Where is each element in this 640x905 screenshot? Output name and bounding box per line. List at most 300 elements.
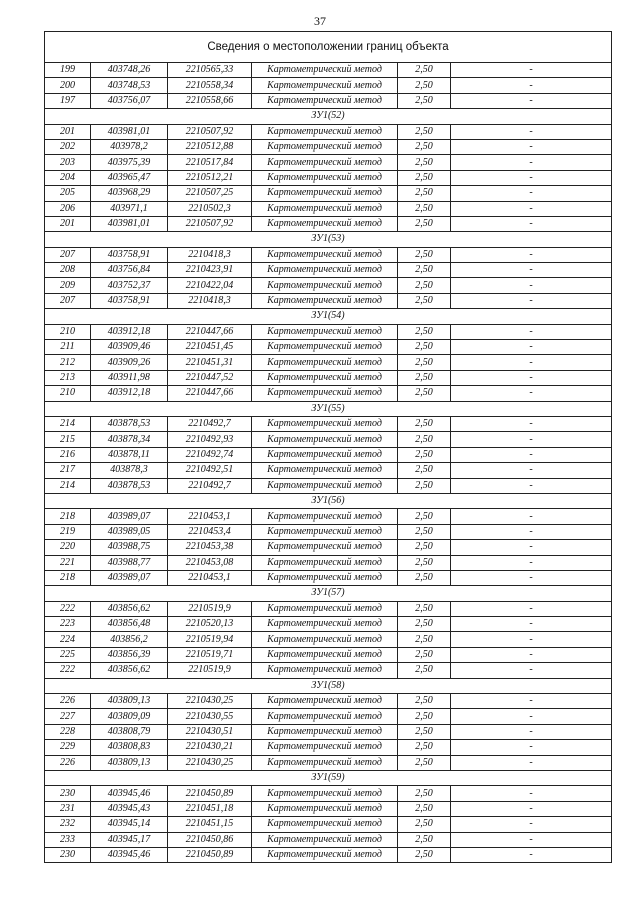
y-coordinate-cell: 2210492,7 bbox=[168, 416, 252, 431]
method-cell: Картометрический метод bbox=[252, 170, 398, 185]
x-coordinate-cell: 403975,39 bbox=[91, 155, 168, 170]
point-number-cell: 201 bbox=[45, 216, 91, 231]
description-cell: - bbox=[451, 601, 612, 616]
y-coordinate-cell: 2210423,91 bbox=[168, 263, 252, 278]
point-number-cell: 227 bbox=[45, 709, 91, 724]
description-cell: - bbox=[451, 247, 612, 262]
description-cell: - bbox=[451, 540, 612, 555]
parcel-label: ЗУ1(57) bbox=[45, 586, 612, 601]
point-number-cell: 228 bbox=[45, 724, 91, 739]
accuracy-cell: 2,50 bbox=[398, 139, 451, 154]
description-cell: - bbox=[451, 416, 612, 431]
method-cell: Картометрический метод bbox=[252, 155, 398, 170]
table-row bbox=[45, 540, 612, 555]
point-number-cell: 211 bbox=[45, 340, 91, 355]
parcel-label: ЗУ1(56) bbox=[45, 493, 612, 508]
description-cell: - bbox=[451, 263, 612, 278]
description-cell: - bbox=[451, 340, 612, 355]
method-cell: Картометрический метод bbox=[252, 278, 398, 293]
point-number-cell: 206 bbox=[45, 201, 91, 216]
accuracy-cell: 2,50 bbox=[398, 93, 451, 108]
parcel-group-row bbox=[45, 770, 612, 785]
table-row bbox=[45, 524, 612, 539]
accuracy-cell: 2,50 bbox=[398, 709, 451, 724]
y-coordinate-cell: 2210451,31 bbox=[168, 355, 252, 370]
x-coordinate-cell: 403981,01 bbox=[91, 216, 168, 231]
y-coordinate-cell: 2210512,21 bbox=[168, 170, 252, 185]
y-coordinate-cell: 2210450,89 bbox=[168, 786, 252, 801]
parcel-group-row bbox=[45, 586, 612, 601]
x-coordinate-cell: 403748,26 bbox=[91, 63, 168, 78]
accuracy-cell: 2,50 bbox=[398, 170, 451, 185]
description-cell: - bbox=[451, 170, 612, 185]
table-row bbox=[45, 709, 612, 724]
table-row bbox=[45, 216, 612, 231]
method-cell: Картометрический метод bbox=[252, 432, 398, 447]
accuracy-cell: 2,50 bbox=[398, 663, 451, 678]
accuracy-cell: 2,50 bbox=[398, 432, 451, 447]
accuracy-cell: 2,50 bbox=[398, 355, 451, 370]
table-row bbox=[45, 124, 612, 139]
accuracy-cell: 2,50 bbox=[398, 617, 451, 632]
accuracy-cell: 2,50 bbox=[398, 324, 451, 339]
method-cell: Картометрический метод bbox=[252, 847, 398, 862]
method-cell: Картометрический метод bbox=[252, 570, 398, 585]
description-cell: - bbox=[451, 463, 612, 478]
accuracy-cell: 2,50 bbox=[398, 832, 451, 847]
x-coordinate-cell: 403758,91 bbox=[91, 293, 168, 308]
description-cell: - bbox=[451, 817, 612, 832]
y-coordinate-cell: 2210451,45 bbox=[168, 340, 252, 355]
method-cell: Картометрический метод bbox=[252, 509, 398, 524]
point-number-cell: 225 bbox=[45, 647, 91, 662]
method-cell: Картометрический метод bbox=[252, 832, 398, 847]
description-cell: - bbox=[451, 278, 612, 293]
y-coordinate-cell: 2210492,74 bbox=[168, 447, 252, 462]
parcel-label: ЗУ1(52) bbox=[45, 109, 612, 124]
x-coordinate-cell: 403945,46 bbox=[91, 847, 168, 862]
point-number-cell: 214 bbox=[45, 416, 91, 431]
table-row bbox=[45, 617, 612, 632]
accuracy-cell: 2,50 bbox=[398, 570, 451, 585]
table-row bbox=[45, 63, 612, 78]
description-cell: - bbox=[451, 801, 612, 816]
method-cell: Картометрический метод bbox=[252, 617, 398, 632]
point-number-cell: 202 bbox=[45, 139, 91, 154]
description-cell: - bbox=[451, 555, 612, 570]
method-cell: Картометрический метод bbox=[252, 709, 398, 724]
accuracy-cell: 2,50 bbox=[398, 755, 451, 770]
point-number-cell: 210 bbox=[45, 386, 91, 401]
table-row bbox=[45, 463, 612, 478]
parcel-label: ЗУ1(54) bbox=[45, 309, 612, 324]
description-cell: - bbox=[451, 832, 612, 847]
parcel-group-row bbox=[45, 109, 612, 124]
method-cell: Картометрический метод bbox=[252, 386, 398, 401]
y-coordinate-cell: 2210565,33 bbox=[168, 63, 252, 78]
table-row bbox=[45, 340, 612, 355]
x-coordinate-cell: 403909,46 bbox=[91, 340, 168, 355]
x-coordinate-cell: 403856,2 bbox=[91, 632, 168, 647]
description-cell: - bbox=[451, 63, 612, 78]
description-cell: - bbox=[451, 386, 612, 401]
description-cell: - bbox=[451, 570, 612, 585]
table-row bbox=[45, 432, 612, 447]
x-coordinate-cell: 403945,43 bbox=[91, 801, 168, 816]
y-coordinate-cell: 2210447,52 bbox=[168, 370, 252, 385]
y-coordinate-cell: 2210430,25 bbox=[168, 694, 252, 709]
point-number-cell: 205 bbox=[45, 186, 91, 201]
method-cell: Картометрический метод bbox=[252, 139, 398, 154]
table-row bbox=[45, 370, 612, 385]
table-row bbox=[45, 139, 612, 154]
method-cell: Картометрический метод bbox=[252, 447, 398, 462]
parcel-group-row bbox=[45, 232, 612, 247]
accuracy-cell: 2,50 bbox=[398, 155, 451, 170]
x-coordinate-cell: 403989,07 bbox=[91, 509, 168, 524]
point-number-cell: 209 bbox=[45, 278, 91, 293]
point-number-cell: 201 bbox=[45, 124, 91, 139]
method-cell: Картометрический метод bbox=[252, 416, 398, 431]
accuracy-cell: 2,50 bbox=[398, 340, 451, 355]
description-cell: - bbox=[451, 755, 612, 770]
point-number-cell: 226 bbox=[45, 694, 91, 709]
table-row bbox=[45, 570, 612, 585]
point-number-cell: 216 bbox=[45, 447, 91, 462]
x-coordinate-cell: 403856,62 bbox=[91, 663, 168, 678]
y-coordinate-cell: 2210507,92 bbox=[168, 216, 252, 231]
table-row bbox=[45, 724, 612, 739]
point-number-cell: 207 bbox=[45, 247, 91, 262]
table-row bbox=[45, 832, 612, 847]
table-row bbox=[45, 155, 612, 170]
y-coordinate-cell: 2210512,88 bbox=[168, 139, 252, 154]
table-row bbox=[45, 663, 612, 678]
point-number-cell: 214 bbox=[45, 478, 91, 493]
parcel-label: ЗУ1(59) bbox=[45, 770, 612, 785]
point-number-cell: 218 bbox=[45, 509, 91, 524]
method-cell: Картометрический метод bbox=[252, 647, 398, 662]
description-cell: - bbox=[451, 216, 612, 231]
table-row bbox=[45, 263, 612, 278]
table-row bbox=[45, 355, 612, 370]
x-coordinate-cell: 403809,09 bbox=[91, 709, 168, 724]
description-cell: - bbox=[451, 478, 612, 493]
point-number-cell: 197 bbox=[45, 93, 91, 108]
accuracy-cell: 2,50 bbox=[398, 632, 451, 647]
table-row bbox=[45, 632, 612, 647]
x-coordinate-cell: 403912,18 bbox=[91, 324, 168, 339]
point-number-cell: 224 bbox=[45, 632, 91, 647]
y-coordinate-cell: 2210453,38 bbox=[168, 540, 252, 555]
description-cell: - bbox=[451, 155, 612, 170]
y-coordinate-cell: 2210451,15 bbox=[168, 817, 252, 832]
point-number-cell: 233 bbox=[45, 832, 91, 847]
point-number-cell: 204 bbox=[45, 170, 91, 185]
y-coordinate-cell: 2210519,9 bbox=[168, 601, 252, 616]
method-cell: Картометрический метод bbox=[252, 724, 398, 739]
table-row bbox=[45, 509, 612, 524]
y-coordinate-cell: 2210558,66 bbox=[168, 93, 252, 108]
description-cell: - bbox=[451, 293, 612, 308]
x-coordinate-cell: 403856,48 bbox=[91, 617, 168, 632]
accuracy-cell: 2,50 bbox=[398, 694, 451, 709]
point-number-cell: 223 bbox=[45, 617, 91, 632]
method-cell: Картометрический метод bbox=[252, 663, 398, 678]
parcel-label: ЗУ1(58) bbox=[45, 678, 612, 693]
x-coordinate-cell: 403878,3 bbox=[91, 463, 168, 478]
x-coordinate-cell: 403808,83 bbox=[91, 740, 168, 755]
y-coordinate-cell: 2210507,25 bbox=[168, 186, 252, 201]
method-cell: Картометрический метод bbox=[252, 186, 398, 201]
y-coordinate-cell: 2210450,86 bbox=[168, 832, 252, 847]
point-number-cell: 230 bbox=[45, 786, 91, 801]
x-coordinate-cell: 403978,2 bbox=[91, 139, 168, 154]
table-row bbox=[45, 601, 612, 616]
table-row bbox=[45, 201, 612, 216]
method-cell: Картометрический метод bbox=[252, 478, 398, 493]
table-title: Сведения о местоположении границ объекта bbox=[45, 32, 612, 63]
accuracy-cell: 2,50 bbox=[398, 786, 451, 801]
table-row bbox=[45, 186, 612, 201]
x-coordinate-cell: 403808,79 bbox=[91, 724, 168, 739]
y-coordinate-cell: 2210558,34 bbox=[168, 78, 252, 93]
method-cell: Картометрический метод bbox=[252, 263, 398, 278]
point-number-cell: 229 bbox=[45, 740, 91, 755]
method-cell: Картометрический метод bbox=[252, 540, 398, 555]
table-row bbox=[45, 647, 612, 662]
table-row bbox=[45, 416, 612, 431]
accuracy-cell: 2,50 bbox=[398, 201, 451, 216]
page-number: 37 bbox=[314, 14, 326, 28]
x-coordinate-cell: 403945,17 bbox=[91, 832, 168, 847]
y-coordinate-cell: 2210519,71 bbox=[168, 647, 252, 662]
table-body bbox=[45, 32, 612, 863]
method-cell: Картометрический метод bbox=[252, 247, 398, 262]
method-cell: Картометрический метод bbox=[252, 370, 398, 385]
accuracy-cell: 2,50 bbox=[398, 647, 451, 662]
accuracy-cell: 2,50 bbox=[398, 540, 451, 555]
x-coordinate-cell: 403756,84 bbox=[91, 263, 168, 278]
description-cell: - bbox=[451, 647, 612, 662]
x-coordinate-cell: 403989,07 bbox=[91, 570, 168, 585]
x-coordinate-cell: 403856,39 bbox=[91, 647, 168, 662]
table-header-row bbox=[45, 32, 612, 63]
table-row bbox=[45, 786, 612, 801]
method-cell: Картометрический метод bbox=[252, 801, 398, 816]
method-cell: Картометрический метод bbox=[252, 555, 398, 570]
description-cell: - bbox=[451, 93, 612, 108]
point-number-cell: 219 bbox=[45, 524, 91, 539]
x-coordinate-cell: 403748,53 bbox=[91, 78, 168, 93]
x-coordinate-cell: 403756,07 bbox=[91, 93, 168, 108]
y-coordinate-cell: 2210453,1 bbox=[168, 570, 252, 585]
method-cell: Картометрический метод bbox=[252, 740, 398, 755]
accuracy-cell: 2,50 bbox=[398, 78, 451, 93]
table-row bbox=[45, 847, 612, 862]
parcel-group-row bbox=[45, 493, 612, 508]
accuracy-cell: 2,50 bbox=[398, 63, 451, 78]
y-coordinate-cell: 2210492,93 bbox=[168, 432, 252, 447]
x-coordinate-cell: 403945,46 bbox=[91, 786, 168, 801]
x-coordinate-cell: 403912,18 bbox=[91, 386, 168, 401]
y-coordinate-cell: 2210520,13 bbox=[168, 617, 252, 632]
x-coordinate-cell: 403945,14 bbox=[91, 817, 168, 832]
y-coordinate-cell: 2210422,04 bbox=[168, 278, 252, 293]
point-number-cell: 208 bbox=[45, 263, 91, 278]
description-cell: - bbox=[451, 186, 612, 201]
accuracy-cell: 2,50 bbox=[398, 278, 451, 293]
x-coordinate-cell: 403988,77 bbox=[91, 555, 168, 570]
description-cell: - bbox=[451, 709, 612, 724]
description-cell: - bbox=[451, 663, 612, 678]
table-row bbox=[45, 247, 612, 262]
method-cell: Картометрический метод bbox=[252, 293, 398, 308]
x-coordinate-cell: 403981,01 bbox=[91, 124, 168, 139]
description-cell: - bbox=[451, 124, 612, 139]
accuracy-cell: 2,50 bbox=[398, 370, 451, 385]
method-cell: Картометрический метод bbox=[252, 324, 398, 339]
method-cell: Картометрический метод bbox=[252, 93, 398, 108]
accuracy-cell: 2,50 bbox=[398, 416, 451, 431]
y-coordinate-cell: 2210492,7 bbox=[168, 478, 252, 493]
y-coordinate-cell: 2210430,25 bbox=[168, 755, 252, 770]
method-cell: Картометрический метод bbox=[252, 216, 398, 231]
table-row bbox=[45, 93, 612, 108]
x-coordinate-cell: 403878,53 bbox=[91, 416, 168, 431]
parcel-label: ЗУ1(55) bbox=[45, 401, 612, 416]
x-coordinate-cell: 403878,34 bbox=[91, 432, 168, 447]
x-coordinate-cell: 403968,29 bbox=[91, 186, 168, 201]
method-cell: Картометрический метод bbox=[252, 124, 398, 139]
accuracy-cell: 2,50 bbox=[398, 478, 451, 493]
accuracy-cell: 2,50 bbox=[398, 293, 451, 308]
accuracy-cell: 2,50 bbox=[398, 524, 451, 539]
y-coordinate-cell: 2210447,66 bbox=[168, 324, 252, 339]
point-number-cell: 231 bbox=[45, 801, 91, 816]
description-cell: - bbox=[451, 355, 612, 370]
point-number-cell: 220 bbox=[45, 540, 91, 555]
y-coordinate-cell: 2210453,4 bbox=[168, 524, 252, 539]
y-coordinate-cell: 2210517,84 bbox=[168, 155, 252, 170]
accuracy-cell: 2,50 bbox=[398, 386, 451, 401]
accuracy-cell: 2,50 bbox=[398, 447, 451, 462]
x-coordinate-cell: 403878,53 bbox=[91, 478, 168, 493]
x-coordinate-cell: 403965,47 bbox=[91, 170, 168, 185]
description-cell: - bbox=[451, 724, 612, 739]
method-cell: Картометрический метод bbox=[252, 340, 398, 355]
description-cell: - bbox=[451, 201, 612, 216]
y-coordinate-cell: 2210430,55 bbox=[168, 709, 252, 724]
accuracy-cell: 2,50 bbox=[398, 555, 451, 570]
method-cell: Картометрический метод bbox=[252, 78, 398, 93]
y-coordinate-cell: 2210519,94 bbox=[168, 632, 252, 647]
y-coordinate-cell: 2210430,21 bbox=[168, 740, 252, 755]
x-coordinate-cell: 403911,98 bbox=[91, 370, 168, 385]
y-coordinate-cell: 2210450,89 bbox=[168, 847, 252, 862]
y-coordinate-cell: 2210447,66 bbox=[168, 386, 252, 401]
point-number-cell: 217 bbox=[45, 463, 91, 478]
accuracy-cell: 2,50 bbox=[398, 801, 451, 816]
table-row bbox=[45, 801, 612, 816]
description-cell: - bbox=[451, 447, 612, 462]
table-row bbox=[45, 447, 612, 462]
accuracy-cell: 2,50 bbox=[398, 124, 451, 139]
description-cell: - bbox=[451, 432, 612, 447]
y-coordinate-cell: 2210453,08 bbox=[168, 555, 252, 570]
accuracy-cell: 2,50 bbox=[398, 601, 451, 616]
point-number-cell: 207 bbox=[45, 293, 91, 308]
description-cell: - bbox=[451, 617, 612, 632]
table-row bbox=[45, 478, 612, 493]
x-coordinate-cell: 403878,11 bbox=[91, 447, 168, 462]
description-cell: - bbox=[451, 740, 612, 755]
table-row bbox=[45, 740, 612, 755]
y-coordinate-cell: 2210430,51 bbox=[168, 724, 252, 739]
x-coordinate-cell: 403971,1 bbox=[91, 201, 168, 216]
point-number-cell: 210 bbox=[45, 324, 91, 339]
accuracy-cell: 2,50 bbox=[398, 247, 451, 262]
description-cell: - bbox=[451, 509, 612, 524]
point-number-cell: 199 bbox=[45, 63, 91, 78]
table-row bbox=[45, 293, 612, 308]
method-cell: Картометрический метод bbox=[252, 601, 398, 616]
x-coordinate-cell: 403758,91 bbox=[91, 247, 168, 262]
point-number-cell: 200 bbox=[45, 78, 91, 93]
point-number-cell: 212 bbox=[45, 355, 91, 370]
y-coordinate-cell: 2210451,18 bbox=[168, 801, 252, 816]
table-row bbox=[45, 817, 612, 832]
x-coordinate-cell: 403809,13 bbox=[91, 755, 168, 770]
accuracy-cell: 2,50 bbox=[398, 263, 451, 278]
description-cell: - bbox=[451, 524, 612, 539]
description-cell: - bbox=[451, 78, 612, 93]
method-cell: Картометрический метод bbox=[252, 755, 398, 770]
y-coordinate-cell: 2210418,3 bbox=[168, 247, 252, 262]
method-cell: Картометрический метод bbox=[252, 201, 398, 216]
parcel-group-row bbox=[45, 309, 612, 324]
accuracy-cell: 2,50 bbox=[398, 216, 451, 231]
description-cell: - bbox=[451, 139, 612, 154]
x-coordinate-cell: 403752,37 bbox=[91, 278, 168, 293]
point-number-cell: 230 bbox=[45, 847, 91, 862]
x-coordinate-cell: 403909,26 bbox=[91, 355, 168, 370]
accuracy-cell: 2,50 bbox=[398, 740, 451, 755]
parcel-group-row bbox=[45, 678, 612, 693]
table-row bbox=[45, 324, 612, 339]
description-cell: - bbox=[451, 786, 612, 801]
table-row bbox=[45, 170, 612, 185]
point-number-cell: 215 bbox=[45, 432, 91, 447]
x-coordinate-cell: 403856,62 bbox=[91, 601, 168, 616]
method-cell: Картометрический метод bbox=[252, 463, 398, 478]
method-cell: Картометрический метод bbox=[252, 694, 398, 709]
point-number-cell: 203 bbox=[45, 155, 91, 170]
method-cell: Картометрический метод bbox=[252, 632, 398, 647]
description-cell: - bbox=[451, 632, 612, 647]
method-cell: Картометрический метод bbox=[252, 63, 398, 78]
y-coordinate-cell: 2210453,1 bbox=[168, 509, 252, 524]
point-number-cell: 213 bbox=[45, 370, 91, 385]
x-coordinate-cell: 403809,13 bbox=[91, 694, 168, 709]
method-cell: Картометрический метод bbox=[252, 786, 398, 801]
parcel-label: ЗУ1(53) bbox=[45, 232, 612, 247]
point-number-cell: 232 bbox=[45, 817, 91, 832]
description-cell: - bbox=[451, 324, 612, 339]
point-number-cell: 218 bbox=[45, 570, 91, 585]
accuracy-cell: 2,50 bbox=[398, 186, 451, 201]
table-row bbox=[45, 386, 612, 401]
